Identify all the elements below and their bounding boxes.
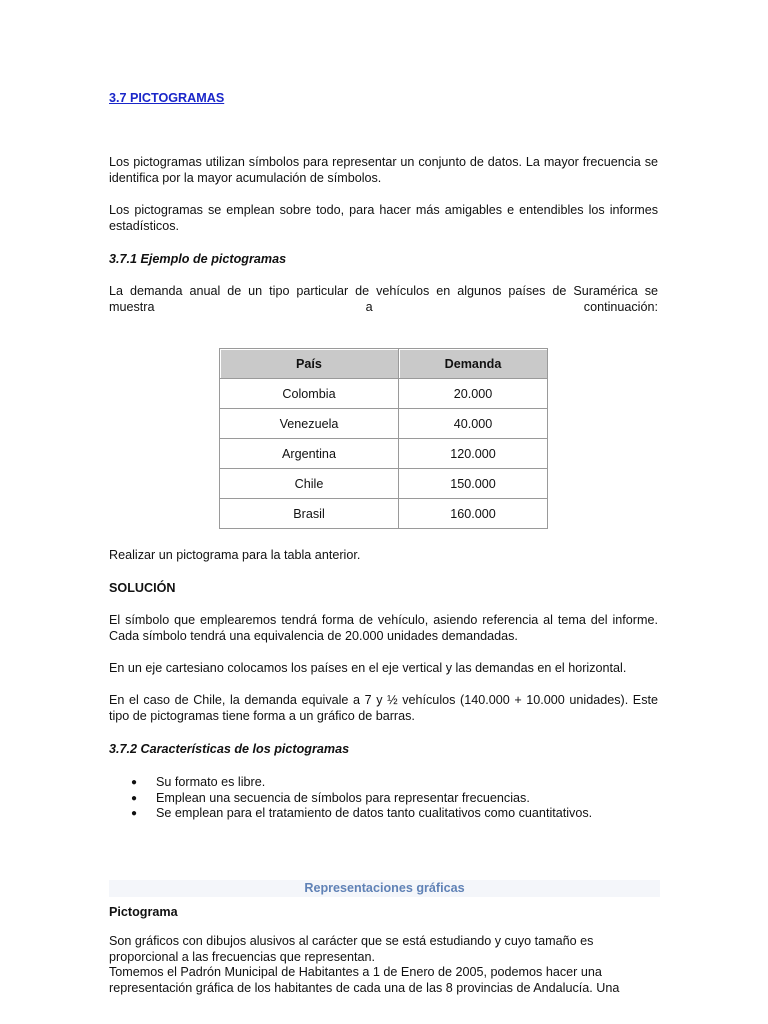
table-row [220,439,548,469]
task-paragraph: Realizar un pictograma para la tabla anterior. [109,548,361,562]
pictograma-heading: Pictograma [109,905,178,919]
intro-paragraph-2: Los pictogramas se emplean sobre todo, para hacer más amigables e entendibles los informes estadísticos. [109,203,658,233]
table-cell-country: Colombia [220,379,399,409]
table-cell-demand: 40.000 [399,409,548,439]
table-row [220,409,548,439]
example-paragraph-line-1: La demanda anual de un tipo particular de vehículos en algunos países de Suramérica se [109,284,658,298]
solution-heading: SOLUCIÓN [109,581,176,595]
example-paragraph-line-2: muestra a continuación: [109,299,658,314]
characteristics-list [109,775,592,822]
characteristics-heading: 3.7.2 Características de los pictogramas [109,742,350,756]
table-cell-country: Chile [220,469,399,499]
pictograma-line-4: representación gráfica de los habitantes de cada una de las 8 provincias de Andalucía. Una [109,980,620,995]
list-item-text: Se emplean para el tratamiento de datos tanto cualitativos como cuantitativos. [156,806,593,820]
table-cell-country: Brasil [220,499,399,529]
table-header-demand: Demanda [399,349,548,379]
bullet-icon: ● [131,777,138,788]
section-band-title: Representaciones gráficas [109,880,660,897]
table-cell-country: Argentina [220,439,399,469]
list-item-text: Su formato es libre. [156,775,266,789]
list-item [131,775,592,791]
solution-paragraph-3: En el caso de Chile, la demanda equivale a 7 y ½ vehículos (140.000 + 10.000 unidades). Este tipo de pictogramas tiene forma a un gráfico de barras. [109,693,658,723]
pictograma-line-3: Tomemos el Padrón Municipal de Habitantes a 1 de Enero de 2005, podemos hacer una [109,965,602,979]
intro-paragraph-1: Los pictogramas utilizan símbolos para representar un conjunto de datos. La mayor frecuencia se identifica por la mayor acumulación de símbolos. [109,155,658,185]
table-cell-demand: 150.000 [399,469,548,499]
bullet-icon: ● [131,808,138,819]
example-heading: 3.7.1 Ejemplo de pictogramas [109,252,287,266]
demand-table [219,348,548,529]
bullet-icon: ● [131,792,138,804]
pictograma-line-1: Son gráficos con dibujos alusivos al carácter que se está estudiando y cuyo tamaño es [109,934,594,948]
example-paragraph [109,284,658,315]
solution-paragraph-2: En un eje cartesiano colocamos los países en el eje vertical y las demandas en el horizontal. [109,661,627,675]
table-row [220,379,548,409]
table-row [220,499,548,529]
list-item [131,790,592,807]
table-row [220,469,548,499]
section-title-link[interactable]: 3.7 PICTOGRAMAS [109,91,225,105]
pictograma-paragraph [109,934,658,996]
table-cell-demand: 120.000 [399,439,548,469]
table-cell-country: Venezuela [220,409,399,439]
list-item-text: Emplean una secuencia de símbolos para representar frecuencias. [156,790,530,805]
solution-paragraph-1: El símbolo que emplearemos tendrá forma de vehículo, asiendo referencia al tema del informe. Cada símbolo tendrá una equivalencia de 20.000 unidades demandadas. [109,613,658,643]
table-header-row [220,349,548,379]
pictograma-line-2: proporcional a las frecuencias que representan. [109,949,376,964]
table-cell-demand: 20.000 [399,379,548,409]
list-item [131,806,593,822]
table-cell-demand: 160.000 [399,499,548,529]
table-header-country: País [220,349,399,379]
